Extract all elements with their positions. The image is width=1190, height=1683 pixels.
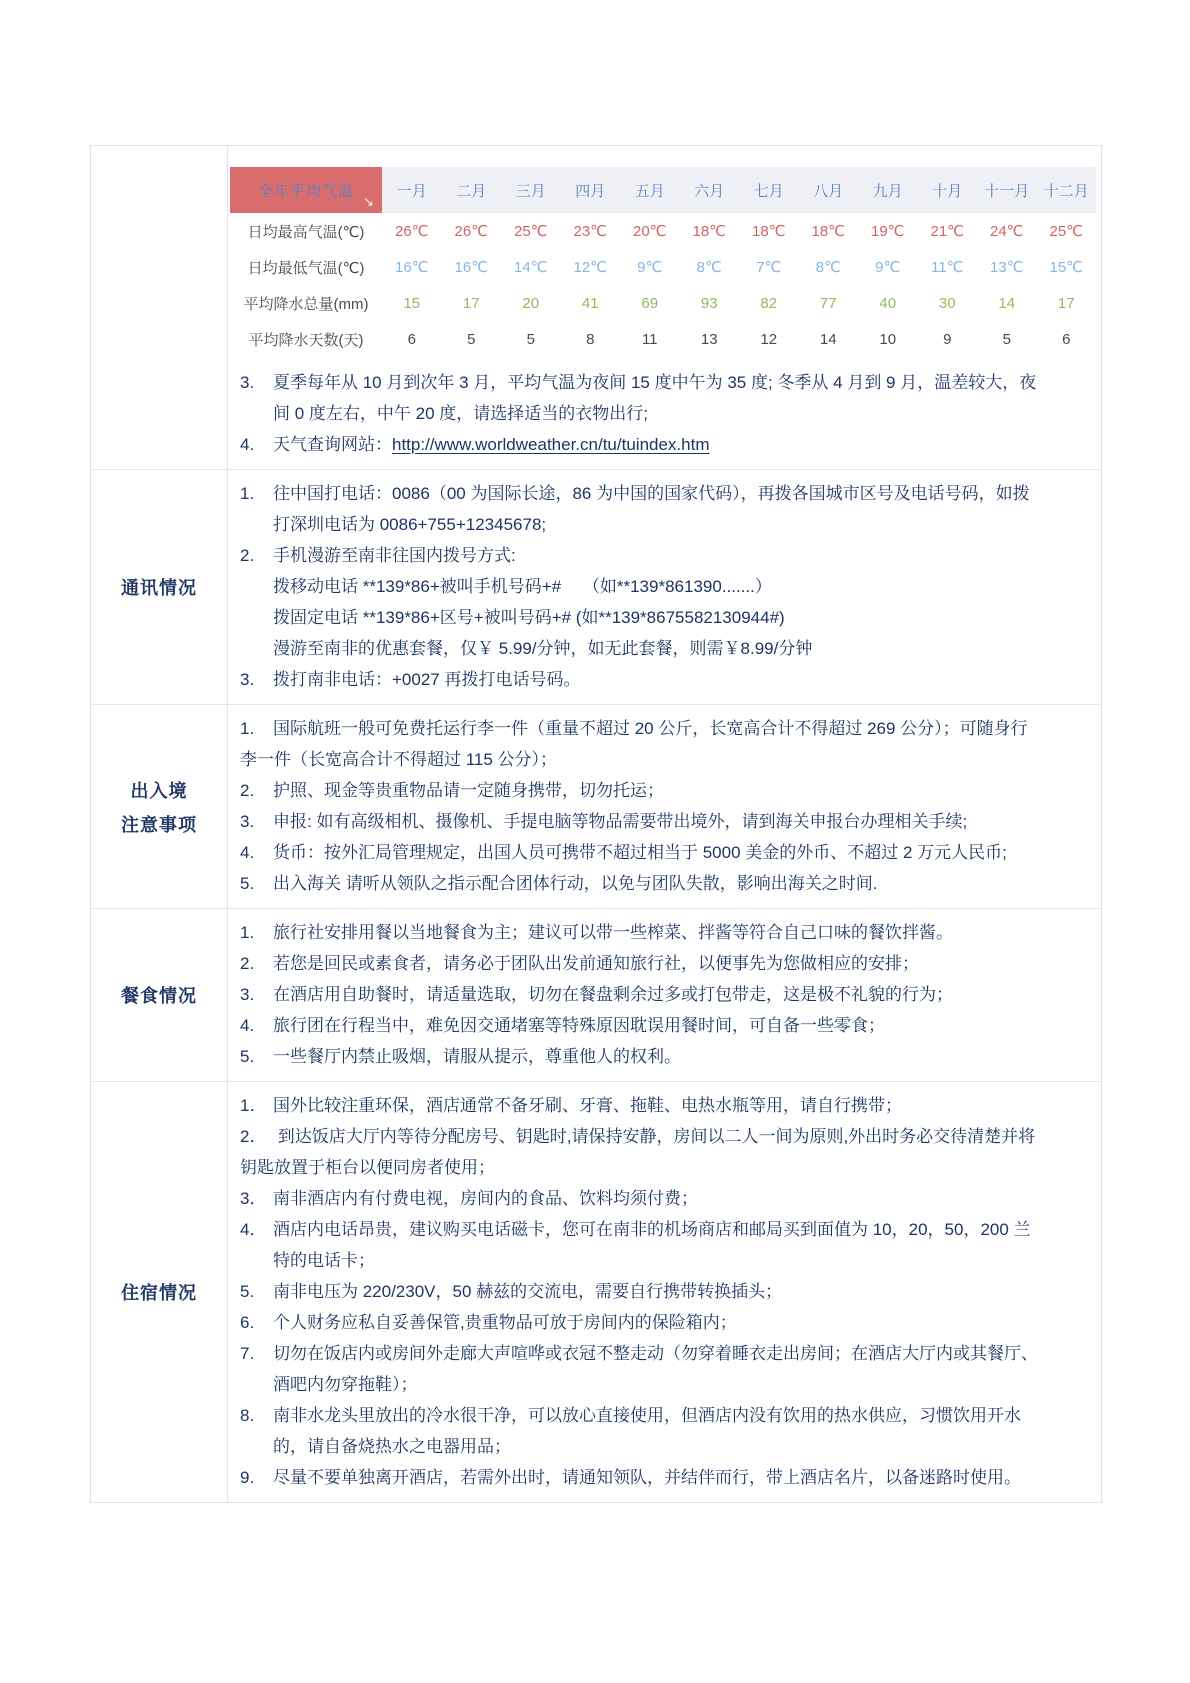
weather-value-cell: 15℃ xyxy=(1049,259,1084,276)
section-label-cell xyxy=(91,705,228,908)
month-header: 二月 xyxy=(442,167,502,213)
list-item xyxy=(240,1276,1040,1307)
weather-value-cell: 20 xyxy=(522,294,540,312)
list-item xyxy=(240,1400,1040,1462)
diagonal-arrow-icon: ↘ xyxy=(363,194,374,209)
item-text: 国外比较注重环保，酒店通常不备牙刷、牙膏、拖鞋、电热水瓶等用，请自行携带； xyxy=(273,1096,902,1115)
item-text: 南非电压为 220/230V，50 赫兹的交流电，需要自行携带转换插头； xyxy=(273,1282,783,1301)
weather-value-cell: 13℃ xyxy=(989,259,1024,276)
list-item xyxy=(240,429,1040,460)
section-row xyxy=(91,469,1101,704)
weather-value-cell: 26℃ xyxy=(454,223,489,240)
list-item xyxy=(240,868,1040,899)
item-list xyxy=(240,713,1040,899)
list-item xyxy=(240,1338,1040,1400)
weather-value-cell: 16℃ xyxy=(394,259,429,276)
weather-value-cell: 23℃ xyxy=(573,223,608,240)
item-list xyxy=(240,367,1040,460)
item-list xyxy=(240,1090,1040,1493)
weather-value-cell: 69 xyxy=(641,294,659,312)
section-content-cell xyxy=(228,909,1101,1081)
list-item xyxy=(240,837,1040,868)
list-item xyxy=(240,917,1040,948)
item-text: 南非水龙头里放出的冷水很干净，可以放心直接使用，但酒店内没有饮用的热水供应，习惯饮用开水的，请自备烧热水之电器用品； xyxy=(273,1406,1021,1456)
item-text: 拨打南非电话：+0027 再拨打电话号码。 xyxy=(273,670,581,689)
item-number: 3. xyxy=(240,985,255,1004)
weather-value-cell: 17 xyxy=(462,294,480,312)
item-text: 一些餐厅内禁止吸烟，请服从提示，尊重他人的权利。 xyxy=(273,1047,681,1066)
weather-value-cell: 30 xyxy=(938,294,956,312)
item-subline: 拨移动电话 **139*86+被叫手机号码+# （如**139*861390.......） xyxy=(273,577,772,596)
weather-value-cell: 5 xyxy=(1002,330,1011,348)
section-content-cell xyxy=(228,146,1101,469)
item-number: 2. xyxy=(240,781,255,800)
weather-row-label: 日均最低气温(℃) xyxy=(247,259,365,277)
item-text: 旅行团在行程当中，难免因交通堵塞等特殊原因耽误用餐时间，可自备一些零食； xyxy=(273,1016,885,1035)
weather-value-cell: 20℃ xyxy=(632,223,667,240)
section-label-line: 餐食情况 xyxy=(121,986,197,1006)
list-item xyxy=(240,1041,1040,1072)
list-item xyxy=(240,806,1040,837)
item-subline: 拨固定电话 **139*86+区号+被叫号码+# (如**139*8675582130944#) xyxy=(273,608,785,627)
weather-site-link[interactable]: http://www.worldweather.cn/tu/tuindex.htm xyxy=(392,435,710,454)
list-item xyxy=(240,1462,1040,1493)
month-header: 三月 xyxy=(501,167,561,213)
weather-tab-label: 全年平均气温 xyxy=(257,182,354,200)
weather-value-cell: 19℃ xyxy=(870,223,905,240)
item-text: 若您是回民或素食者，请务必于团队出发前通知旅行社，以便事先为您做相应的安排； xyxy=(273,954,919,973)
month-header: 四月 xyxy=(561,167,621,213)
item-text: 尽量不要单独离开酒店，若需外出时，请通知领队，并结伴而行，带上酒店名片，以备迷路时使用。 xyxy=(273,1468,1021,1487)
weather-value-cell: 26℃ xyxy=(394,223,429,240)
weather-value-cell: 77 xyxy=(819,294,837,312)
weather-value-cell: 16℃ xyxy=(454,259,489,276)
list-item xyxy=(240,540,1040,571)
item-number: 7. xyxy=(240,1344,255,1363)
travel-info-table xyxy=(90,145,1102,1503)
weather-value-cell: 17 xyxy=(1057,294,1075,312)
weather-table-head xyxy=(230,167,1096,213)
weather-value-cell: 25℃ xyxy=(513,223,548,240)
section-content-cell xyxy=(228,705,1101,908)
weather-value-cell: 9℃ xyxy=(875,259,901,276)
item-text: 南非酒店内有付费电视，房间内的食品、饮料均须付费； xyxy=(273,1189,698,1208)
weather-value-cell: 18℃ xyxy=(751,223,786,240)
item-text: 手机漫游至南非往国内拨号方式: xyxy=(273,546,516,565)
item-text: 护照、现金等贵重物品请一定随身携带，切勿托运； xyxy=(273,781,664,800)
weather-value-cell: 7℃ xyxy=(756,259,782,276)
weather-row xyxy=(230,285,1096,321)
item-list xyxy=(240,478,1040,695)
month-header: 五月 xyxy=(620,167,680,213)
list-item xyxy=(240,979,1040,1010)
item-text: 天气查询网站： xyxy=(273,435,392,454)
list-item xyxy=(240,1307,1040,1338)
weather-value-cell: 14 xyxy=(819,330,837,348)
item-text: 货币：按外汇局管理规定，出国人员可携带不超过相当于 5000 美金的外币、不超过 2 万元人民币; xyxy=(273,843,1007,862)
item-number: 4. xyxy=(240,1016,255,1035)
item-number: 6. xyxy=(240,1313,255,1332)
weather-value-cell: 82 xyxy=(760,294,778,312)
list-item xyxy=(240,713,1040,775)
list-item xyxy=(240,1183,1040,1214)
section-row xyxy=(91,704,1101,908)
item-text: 申报: 如有高级相机、摄像机、手提电脑等物品需要带出境外，请到海关申报台办理相关手续; xyxy=(273,812,968,831)
item-number: 1. xyxy=(240,923,255,942)
item-text: 个人财务应私自妥善保管,贵重物品可放于房间内的保险箱内； xyxy=(273,1313,737,1332)
month-header: 十一月 xyxy=(977,167,1037,213)
weather-value-cell: 11 xyxy=(641,330,658,348)
list-item xyxy=(240,1214,1040,1276)
weather-row-label: 平均降水天数(天) xyxy=(248,331,364,349)
weather-tab-annual-average xyxy=(230,167,382,213)
section-label-line: 住宿情况 xyxy=(121,1283,197,1303)
list-item xyxy=(240,948,1040,979)
item-text: 国际航班一般可免费托运行李一件（重量不超过 20 公斤，长宽高合计不得超过 269 公分）；可随身行李一件（长宽高合计不得超过 115 公分）； xyxy=(240,719,1028,769)
section-label-line: 通讯情况 xyxy=(121,578,197,598)
weather-value-cell: 8 xyxy=(586,330,595,348)
item-number: 4． xyxy=(240,1220,267,1239)
month-header: 一月 xyxy=(382,167,442,213)
weather-row-label: 日均最高气温(℃) xyxy=(247,223,365,241)
item-number: 1． xyxy=(240,1096,267,1115)
list-item xyxy=(240,1121,1040,1183)
weather-value-cell: 18℃ xyxy=(692,223,727,240)
month-header: 八月 xyxy=(799,167,859,213)
item-text: 旅行社安排用餐以当地餐食为主；建议可以带一些榨菜、拌酱等符合自己口味的餐饮拌酱。 xyxy=(273,923,953,942)
weather-value-cell: 15 xyxy=(403,294,421,312)
month-header: 十月 xyxy=(918,167,978,213)
section-label-cell xyxy=(91,1082,228,1502)
list-item xyxy=(240,367,1040,429)
weather-value-cell: 25℃ xyxy=(1049,223,1084,240)
list-item xyxy=(240,1090,1040,1121)
weather-value-cell: 18℃ xyxy=(811,223,846,240)
list-item xyxy=(240,664,1040,695)
weather-value-cell: 6 xyxy=(1062,330,1071,348)
weather-value-cell: 12 xyxy=(760,330,778,348)
list-item xyxy=(240,775,1040,806)
weather-row xyxy=(230,213,1096,249)
weather-value-cell: 5 xyxy=(526,330,535,348)
weather-value-cell: 41 xyxy=(581,294,599,312)
item-number: 4. xyxy=(240,843,255,862)
item-number: 1. xyxy=(240,719,255,738)
item-number: 4. xyxy=(240,435,255,454)
weather-value-cell: 8℃ xyxy=(696,259,722,276)
weather-row-label: 平均降水总量(mm) xyxy=(243,295,369,313)
month-header: 七月 xyxy=(739,167,799,213)
item-text: 出入海关 请听从领队之指示配合团体行动，以免与团队失散，影响出海关之时间. xyxy=(273,874,878,893)
weather-value-cell: 11℃ xyxy=(931,259,964,276)
month-header: 十二月 xyxy=(1037,167,1097,213)
item-number: 2. xyxy=(240,546,255,565)
item-text: 酒店内电话昂贵，建议购买电话磁卡，您可在南非的机场商店和邮局买到面值为 10，20，50，200 兰特的电话卡； xyxy=(273,1220,1031,1270)
section-row xyxy=(91,908,1101,1081)
item-number: 5. xyxy=(240,874,255,893)
item-number: 2． xyxy=(240,1127,267,1146)
section-row xyxy=(91,1081,1101,1502)
item-number: 3. xyxy=(240,373,255,392)
item-number: 9. xyxy=(240,1468,255,1487)
item-number: 2. xyxy=(240,954,255,973)
weather-header-row xyxy=(230,167,1096,213)
section-label-cell xyxy=(91,146,228,469)
section-content-cell xyxy=(228,1082,1101,1502)
item-number: 3. xyxy=(240,812,255,831)
weather-table-body xyxy=(230,213,1096,357)
weather-value-cell: 9 xyxy=(943,330,952,348)
weather-table xyxy=(230,167,1096,357)
month-header: 九月 xyxy=(858,167,918,213)
weather-value-cell: 10 xyxy=(879,330,897,348)
item-number: 5. xyxy=(240,1047,255,1066)
weather-value-cell: 21℃ xyxy=(930,223,965,240)
section-label-line: 出入境 xyxy=(130,780,188,801)
weather-row xyxy=(230,321,1096,357)
section-row xyxy=(91,146,1101,469)
section-label-cell xyxy=(91,470,228,704)
weather-row xyxy=(230,249,1096,285)
section-label-line: 注意事项 xyxy=(121,814,197,835)
weather-value-cell: 24℃ xyxy=(989,223,1024,240)
item-list xyxy=(240,917,1040,1072)
weather-value-cell: 40 xyxy=(879,294,897,312)
item-number: 3． xyxy=(240,1189,267,1208)
item-text: 往中国打电话：0086（00 为国际长途，86 为中国的国家代码），再拨各国城市区号及电话号码，如拨打深圳电话为 0086+755+12345678; xyxy=(273,484,1030,534)
weather-value-cell: 13 xyxy=(700,330,718,348)
weather-value-cell: 9℃ xyxy=(637,259,663,276)
weather-value-cell: 14℃ xyxy=(513,259,548,276)
weather-value-cell: 5 xyxy=(467,330,476,348)
weather-value-cell: 8℃ xyxy=(815,259,841,276)
item-text: 到达饭店大厅内等待分配房号、钥匙时,请保持安静，房间以二人一间为原则,外出时务必交待清楚并将钥匙放置于柜台以便同房者使用； xyxy=(240,1127,1036,1177)
item-text: 切勿在饭店内或房间外走廊大声喧哗或衣冠不整走动（勿穿着睡衣走出房间；在酒店大厅内或其餐厅、酒吧内勿穿拖鞋）； xyxy=(273,1344,1038,1394)
item-text: 在酒店用自助餐时，请适量选取，切勿在餐盘剩余过多或打包带走，这是极不礼貌的行为； xyxy=(273,985,953,1004)
weather-value-cell: 6 xyxy=(407,330,416,348)
weather-value-cell: 93 xyxy=(700,294,718,312)
item-number: 8. xyxy=(240,1406,255,1425)
item-subline: 漫游至南非的优惠套餐，仅￥ 5.99/分钟，如无此套餐，则需￥8.99/分钟 xyxy=(273,639,813,658)
item-number: 3. xyxy=(240,670,255,689)
weather-value-cell: 14 xyxy=(998,294,1016,312)
month-header: 六月 xyxy=(680,167,740,213)
item-number: 5. xyxy=(240,1282,255,1301)
item-number: 1. xyxy=(240,484,255,503)
item-text: 夏季每年从 10 月到次年 3 月，平均气温为夜间 15 度中午为 35 度; 冬季从 4 月到 9 月，温差较大，夜间 0 度左右，中午 20 度，请选择适当的衣物出行; xyxy=(273,373,1037,423)
section-label-cell xyxy=(91,909,228,1081)
section-content-cell xyxy=(228,470,1101,704)
list-item xyxy=(240,1010,1040,1041)
weather-value-cell: 12℃ xyxy=(573,259,608,276)
list-item xyxy=(240,478,1040,540)
